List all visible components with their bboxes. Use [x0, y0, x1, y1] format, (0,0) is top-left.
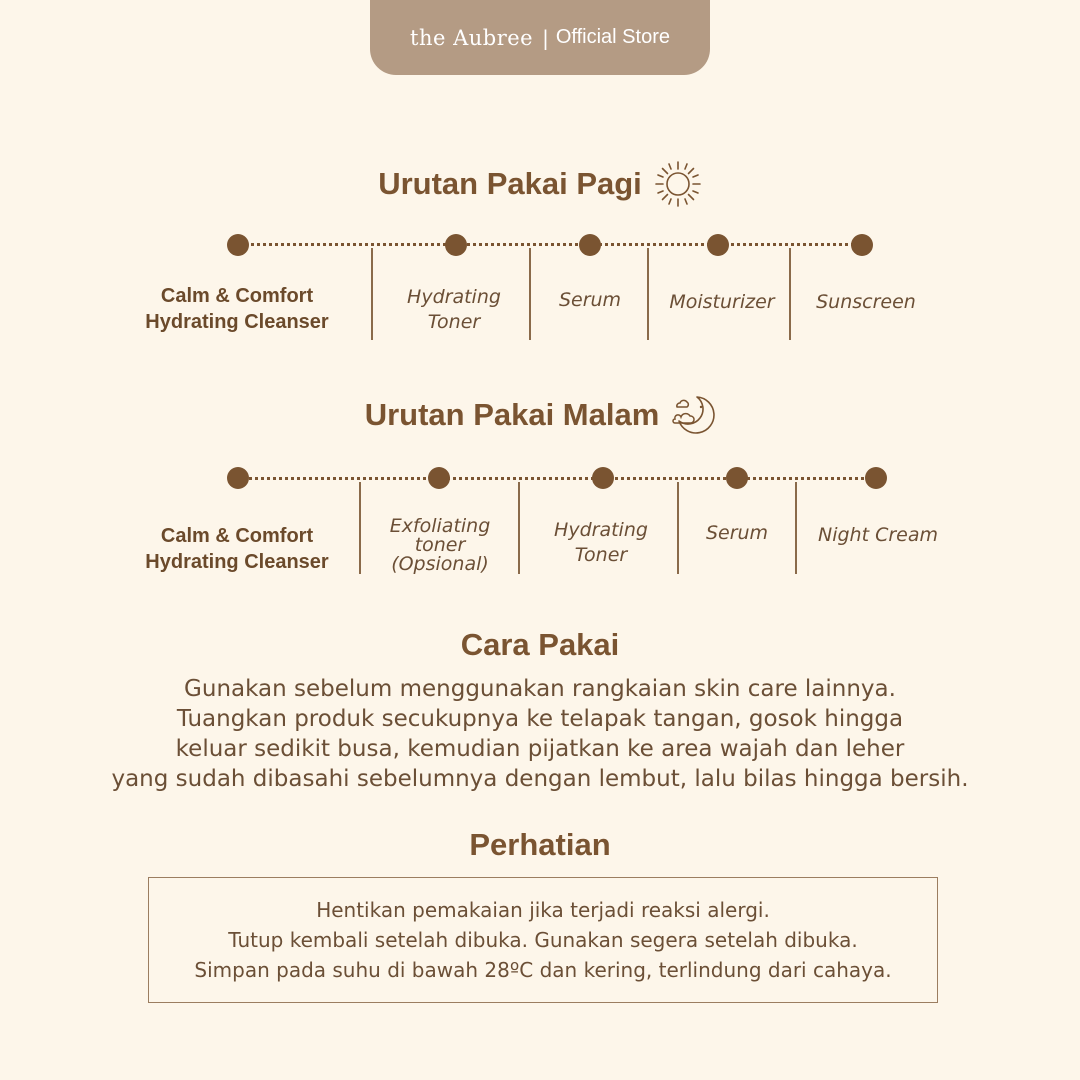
usage-title: Cara Pakai — [460, 627, 620, 662]
night-timeline-line — [238, 477, 876, 480]
night-step-dot — [227, 467, 249, 489]
night-step-dot — [428, 467, 450, 489]
usage-instructions — [0, 674, 1080, 794]
night-step-3: Hydrating Toner — [554, 519, 648, 566]
night-step-dot — [726, 467, 748, 489]
morning-step-dot — [579, 234, 601, 256]
usage-line: keluar sedikit busa, kemudian pijatkan ke area wajah dan leher — [175, 736, 905, 762]
morning-step-2: Hydrating Toner — [407, 286, 501, 333]
step-divider — [677, 482, 679, 574]
step-divider — [647, 248, 649, 340]
morning-step-dot — [445, 234, 467, 256]
morning-timeline-line — [238, 243, 862, 246]
brand-name: the Aubree — [410, 25, 534, 50]
usage-line: Tuangkan produk secukupnya ke telapak tangan, gosok hingga — [176, 706, 904, 732]
moon-cloud-icon — [671, 393, 715, 437]
night-section — [0, 393, 1080, 437]
store-header-tab — [370, 0, 710, 75]
morning-step-3: Serum — [558, 289, 622, 311]
morning-step-dot — [707, 234, 729, 256]
morning-section — [0, 160, 1080, 208]
night-step-2: Exfoliating toner (Opsional) — [389, 515, 491, 575]
step-divider — [518, 482, 520, 574]
morning-step-dot — [851, 234, 873, 256]
caution-title: Perhatian — [469, 827, 611, 862]
caution-line: Simpan pada suhu di bawah 28ºC dan kering, terlindung dari cahaya. — [194, 958, 892, 982]
usage-line: Gunakan sebelum menggunakan rangkaian skin care lainnya. — [184, 676, 896, 702]
morning-step-1: Calm & Comfort Hydrating Cleanser — [145, 285, 329, 333]
usage-line: yang sudah dibasahi sebelumnya dengan lembut, lalu bilas hingga bersih. — [111, 766, 969, 792]
night-step-4: Serum — [705, 522, 769, 544]
caution-line: Hentikan pemakaian jika terjadi reaksi alergi. — [316, 898, 770, 922]
morning-step-4: Moisturizer — [669, 291, 775, 313]
morning-step-5: Sunscreen — [816, 291, 916, 313]
night-step-dot — [865, 467, 887, 489]
step-divider — [789, 248, 791, 340]
header-separator: | — [542, 25, 549, 50]
caution-box — [148, 877, 938, 1003]
night-step-dot — [592, 467, 614, 489]
morning-step-dot — [227, 234, 249, 256]
night-step-1: Calm & Comfort Hydrating Cleanser — [145, 525, 329, 573]
store-label: Official Store — [555, 26, 670, 48]
step-divider — [795, 482, 797, 574]
step-divider — [529, 248, 531, 340]
sun-icon — [654, 160, 702, 208]
caution-line: Tutup kembali setelah dibuka. Gunakan segera setelah dibuka. — [228, 928, 858, 952]
night-title: Urutan Pakai Malam — [364, 397, 660, 432]
night-step-5: Night Cream — [817, 524, 938, 546]
morning-title: Urutan Pakai Pagi — [378, 166, 642, 201]
step-divider — [359, 482, 361, 574]
step-divider — [371, 248, 373, 340]
